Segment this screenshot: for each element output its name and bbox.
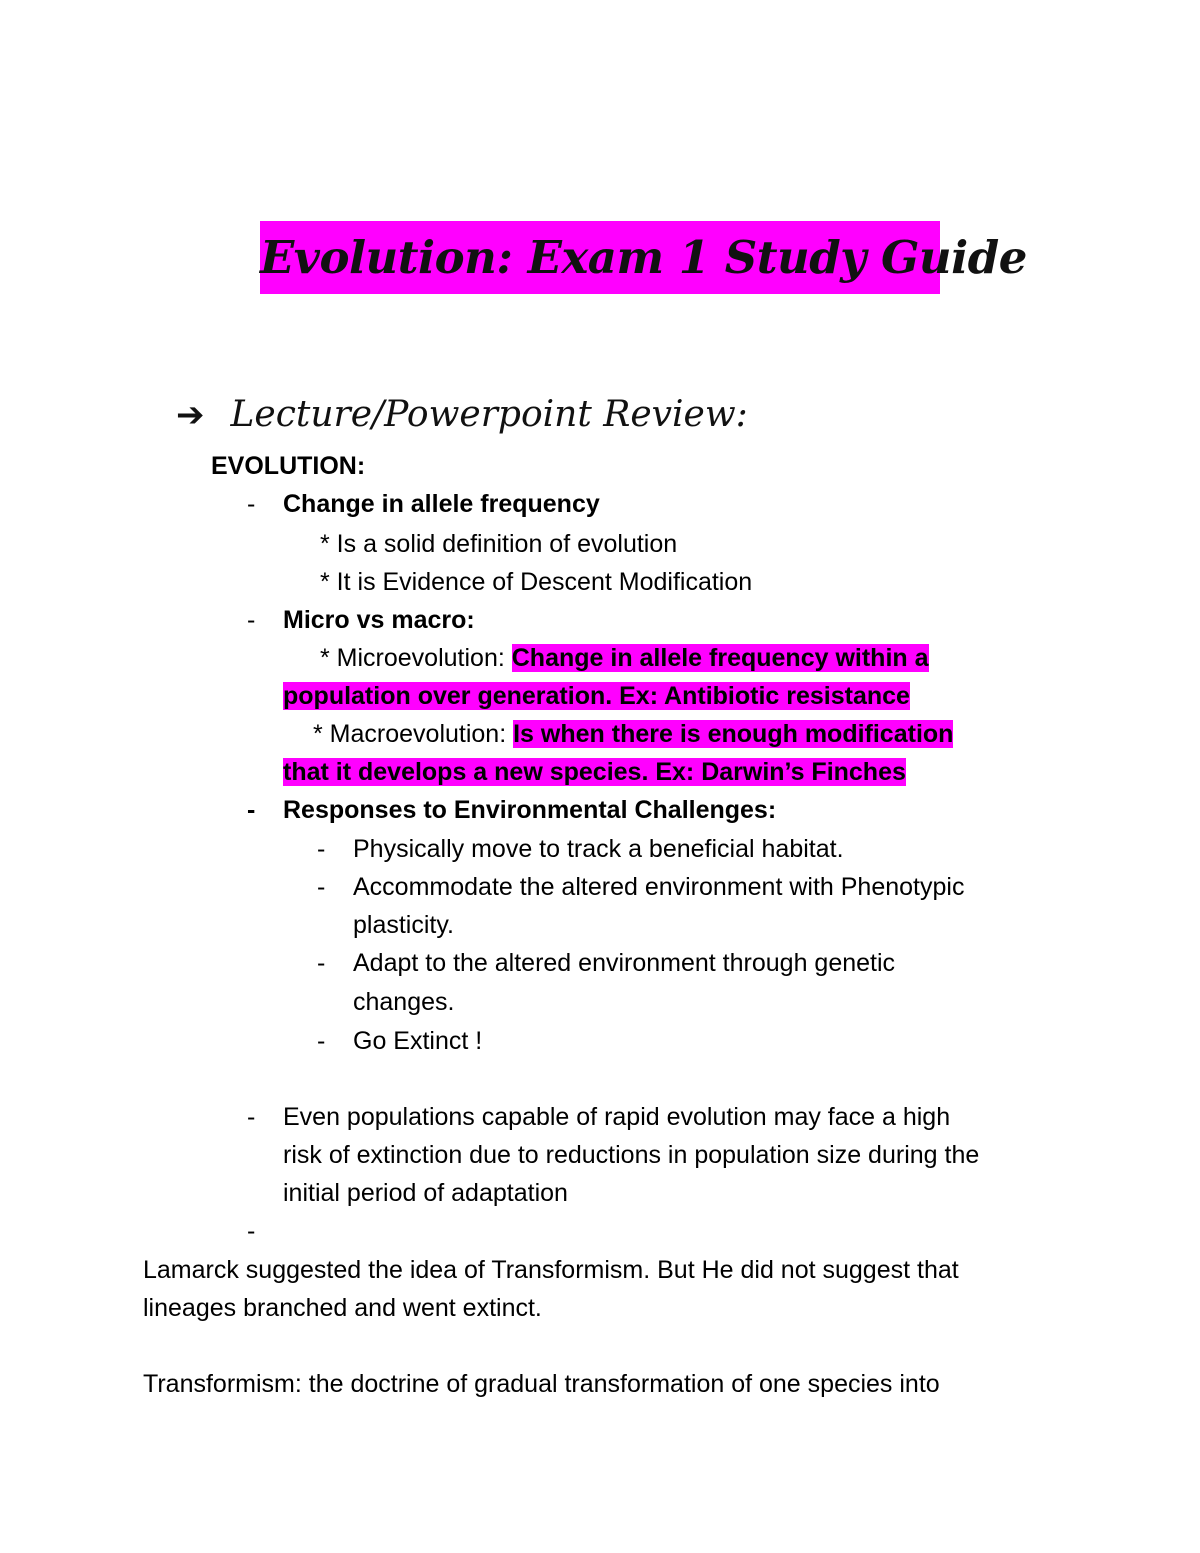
bullet-dash: - — [317, 835, 326, 863]
response-2-line-1: Accommodate the altered environment with Phenotypic — [353, 873, 965, 901]
bullet-dash: - — [247, 1217, 256, 1245]
response-3-line-2: changes. — [353, 988, 455, 1016]
response-3-line-1: Adapt to the altered environment through genetic — [353, 949, 896, 977]
bullet-dash: - — [247, 490, 256, 518]
lamarck-line-1: Lamarck suggested the idea of Transformism. But He did not suggest that — [143, 1256, 959, 1284]
responses-label: Responses to Environmental Challenges: — [283, 796, 777, 824]
response-1: Physically move to track a beneficial habitat. — [353, 835, 844, 863]
microevolution-line-2 — [283, 681, 910, 711]
lamarck-line-2: lineages branched and went extinct. — [143, 1294, 542, 1322]
microevolution-definition: Change in allele frequency within a — [511, 644, 929, 672]
macroevolution-definition-cont: that it develops a new species. Ex: Darwin’s Finches — [283, 758, 906, 786]
bullet-dash: - — [317, 873, 326, 901]
bullet-dash: - — [317, 949, 326, 977]
response-4: Go Extinct ! — [353, 1027, 483, 1055]
risk-line-3: initial period of adaptation — [283, 1179, 568, 1207]
macroevolution-prefix: * Macroevolution: — [313, 720, 514, 748]
macroevolution-line-2 — [283, 757, 906, 787]
response-2-line-2: plasticity. — [353, 911, 454, 939]
evolution-label: EVOLUTION: — [211, 452, 366, 480]
microevolution-prefix: * Microevolution: — [320, 644, 512, 672]
microevolution-line-1 — [320, 643, 929, 673]
change-sub-2: * It is Evidence of Descent Modification — [320, 568, 753, 596]
section-heading — [176, 390, 748, 440]
macroevolution-line-1 — [313, 719, 953, 749]
change-sub-1: * Is a solid definition of evolution — [320, 530, 678, 558]
macroevolution-definition: Is when there is enough modification — [513, 720, 954, 748]
bullet-dash: - — [317, 1027, 326, 1055]
bullet-dash: - — [247, 606, 256, 634]
bullet-dash: - — [247, 1103, 256, 1131]
arrow-bullet-icon: ➔ — [176, 395, 205, 435]
change-allele-label: Change in allele frequency — [283, 490, 600, 518]
risk-line-1: Even populations capable of rapid evolution may face a high — [283, 1103, 951, 1131]
microevolution-definition-cont: population over generation. Ex: Antibiotic resistance — [283, 682, 910, 710]
section-heading-text: Lecture/Powerpoint Review: — [230, 394, 748, 435]
risk-line-2: risk of extinction due to reductions in population size during the — [283, 1141, 980, 1169]
micro-macro-label: Micro vs macro: — [283, 606, 475, 634]
transformism-definition: Transformism: the doctrine of gradual transformation of one species into — [143, 1370, 940, 1398]
document-title: Evolution: Exam 1 Study Guide — [260, 221, 940, 294]
bullet-dash: - — [247, 796, 256, 824]
